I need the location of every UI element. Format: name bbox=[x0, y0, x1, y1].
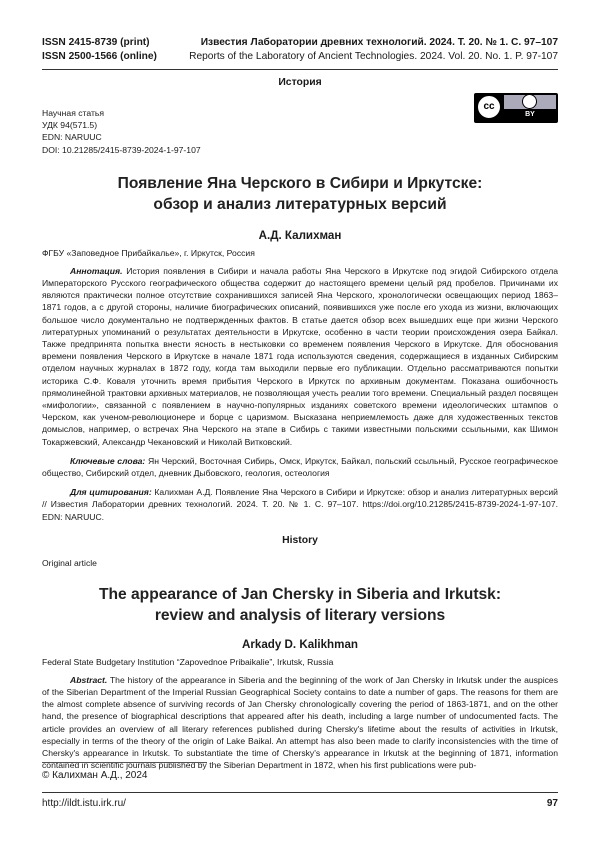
article-type-ru: Научная статья bbox=[42, 108, 105, 118]
footer-divider bbox=[42, 792, 558, 793]
abstract-en-label: Abstract. bbox=[70, 674, 108, 685]
edn: EDN: NARUUC bbox=[42, 132, 102, 143]
running-header bbox=[42, 36, 558, 64]
footnote-area bbox=[42, 762, 558, 781]
keywords-ru-text: Ян Черский, Восточная Сибирь, Омск, Иркутск, Байкал, польский ссыльный, Русское географическое общество, Сибирский отдел, дневник Дыбовского, геология, остеология bbox=[42, 455, 558, 479]
header-divider bbox=[42, 69, 558, 70]
doi: DOI: 10.21285/2415-8739-2024-1-97-107 bbox=[42, 144, 201, 155]
title-en-line2: review and analysis of literary versions bbox=[154, 606, 446, 624]
title-en bbox=[42, 584, 558, 626]
abstract-en bbox=[42, 674, 558, 772]
article-page bbox=[42, 36, 558, 772]
person-icon bbox=[522, 94, 537, 109]
keywords-ru bbox=[42, 455, 558, 479]
section-label-en: History bbox=[282, 534, 318, 546]
article-type-en: Original article bbox=[42, 557, 97, 568]
abstract-ru-label: Аннотация. bbox=[70, 265, 123, 276]
affiliation-en: Federal State Budgetary Institution “Zapovednoe Pribaikalie”, Irkutsk, Russia bbox=[42, 656, 334, 667]
cc-by-label: BY bbox=[525, 111, 535, 118]
journal-block bbox=[189, 36, 558, 64]
abstract-ru-text: История появления в Сибири и начала работы Яна Черского в Иркутске под эгидой Сибирского отдела Императорского Русского географического общества содержит до настоящего времени целый ряд пробелов. Причинами их являются практически полное отсутствие сохранившихся записей Яна Черского, хронологически освещающих период 1863–1871 годов, а с другой стороны, наличие биографических описаний, появившихся уже после его ухода из жизни, включающих большое число документально не подтвержденных фактов. В статье дается обзор всех вышедших еще при жизни Черского литературных упоминаний о результатах деятельности в Иркутске, особенно в части теории происхождения озера Байкал. Также предпринята попытка внести ясность в нестыковки со временем появления Черского в Иркутске. Для обоснования времени появления Черского в Иркутске в начале 1871 года используются сведения, содержащиеся в изданных Сибирским отделом научных журналах в 1872 году, когда там выходили первые его публикации. Отдельно рассматриваются попытки историка С.Ф. Коваля уточнить время прибытия Черского в Иркутск по архивным документам. Показана ошибочность прямолинейной трактовки архивных материалов, не позволяющая учесть реалии того времени. Специальный раздел посвящен «мифологии», связанной с появлением в научно-популярных изданиях советского времени идеологических штампов о Черском, как ученом-революционере и борце с царизмом. Высказана неприемлемость даже для художественных текстов домыслов, например, о встречах Яна Черского на этапе в Сибирь с такими известными польскими ссыльными, как Шимон Токаржевский, Александр Чекановский и Николай Витковский. bbox=[42, 265, 558, 447]
issn-print: ISSN 2415-8739 (print) bbox=[42, 37, 150, 48]
title-ru-line1: Появление Яна Черского в Сибири и Иркутске: bbox=[117, 174, 483, 192]
section-label-ru: История bbox=[278, 77, 322, 88]
citation-ru bbox=[42, 486, 558, 523]
author-en: Arkady D. Kalikhman bbox=[242, 637, 358, 651]
udk: УДК 94(571.5) bbox=[42, 120, 98, 131]
citation-ru-label: Для цитирования: bbox=[70, 487, 152, 498]
abstract-en-text: The history of the appearance in Siberia and the beginning of the work of Jan Chersky in Irkutsk under the auspices of the Siberian Department of the Imperial Russian Geographical Society contains to date a number of gaps. The reasons for them are the almost complete absence of surviving records of Jan Chersky chronologically covering the period of 1863-1871, and on the other hand, the presence of biographical descriptions that appeared after his death, including a large number of undocumented facts. The article provides an overview of all literary references published during Chersky's lifetime about the results of activities in Irkutsk, especially in terms of the theory of the origin of Lake Baikal. An attempt has also been made to clarify inconsistencies with the time of Chersky's appearance in Irkutsk. To substantiate the time of Chersky's appearance in Irkutsk at the beginning of 1871, information contained in scientific journals published by the Siberian Department in 1872, when his first publications were pub- bbox=[42, 674, 558, 771]
affiliation-ru: ФГБУ «Заповедное Прибайкалье», г. Иркутск, Россия bbox=[42, 247, 255, 258]
page-number: 97 bbox=[546, 798, 558, 809]
cc-by-icon[interactable] bbox=[474, 93, 558, 123]
abstract-ru bbox=[42, 265, 558, 448]
issn-block bbox=[42, 36, 157, 64]
keywords-ru-label: Ключевые слова: bbox=[70, 455, 146, 466]
journal-title-en: Reports of the Laboratory of Ancient Technologies. 2024. Vol. 20. No. 1. P. 97-107 bbox=[189, 51, 558, 62]
page-footer bbox=[42, 798, 558, 809]
footnote-divider bbox=[42, 762, 207, 763]
author-ru: А.Д. Калихман bbox=[258, 228, 342, 242]
citation-ru-text: Калихман А.Д. Появление Яна Черского в Сибири и Иркутске: обзор и анализ литературных версий // Известия Лаборатории древних технологий. 2024. Т. 20. № 1. С. 97–107. https://doi.org/10.21285/2415-8739-2024-1-97-107. EDN: NARUUC. bbox=[42, 487, 558, 522]
copyright: © Калихман А.Д., 2024 bbox=[42, 770, 148, 781]
journal-title-ru: Известия Лаборатории древних технологий. 2024. Т. 20. № 1. С. 97–107 bbox=[200, 37, 558, 48]
title-en-line1: The appearance of Jan Chersky in Siberia and Irkutsk: bbox=[98, 585, 502, 603]
title-ru-line2: обзор и анализ литературных версий bbox=[153, 195, 447, 213]
title-ru bbox=[42, 173, 558, 215]
issn-online: ISSN 2500-1566 (online) bbox=[42, 51, 157, 62]
meta-row bbox=[42, 97, 558, 156]
journal-url-link[interactable]: http://ildt.istu.irk.ru/ bbox=[42, 798, 126, 809]
cc-logo: cc bbox=[477, 95, 501, 119]
article-meta bbox=[42, 107, 201, 156]
